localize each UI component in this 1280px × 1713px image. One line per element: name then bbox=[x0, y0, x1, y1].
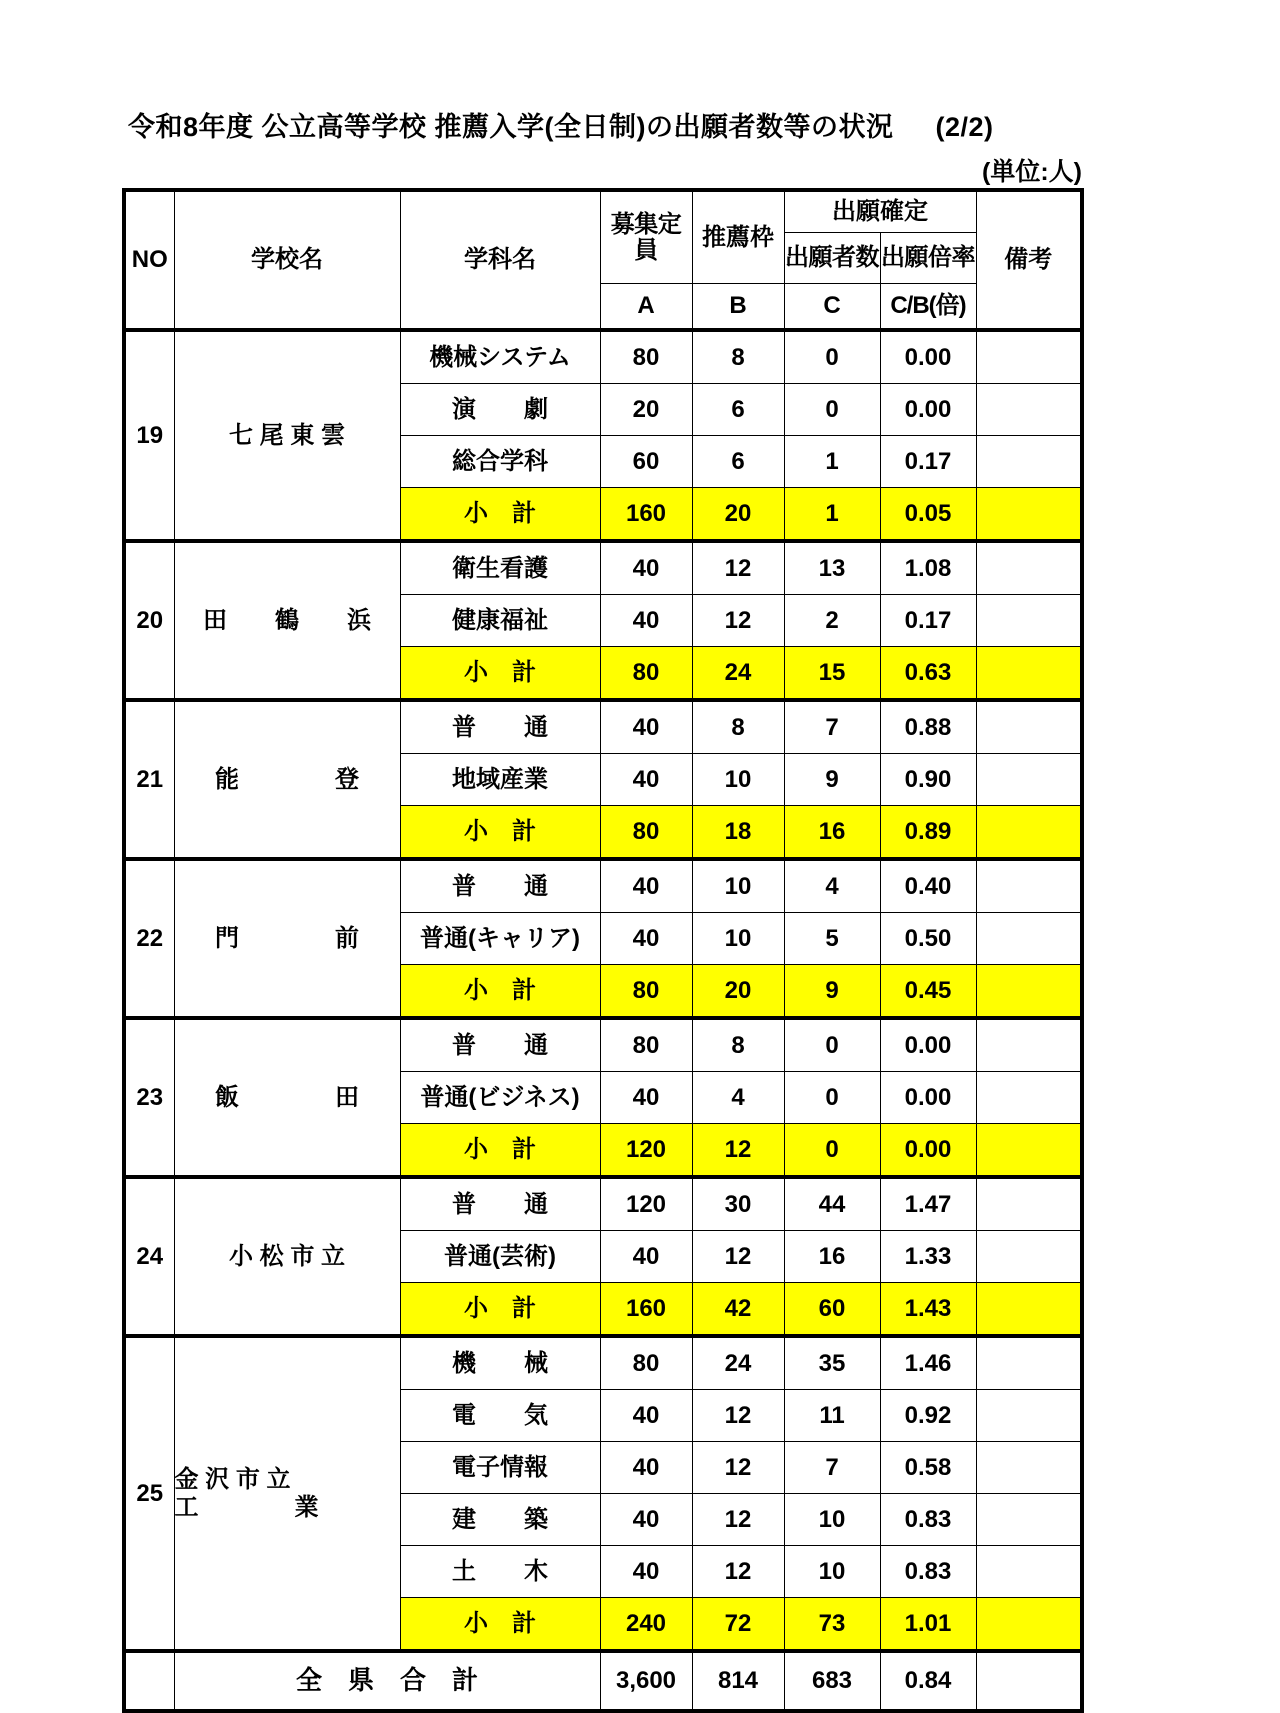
subtotal-applicants: 60 bbox=[784, 1283, 880, 1337]
department-name: 普通(キャリア) bbox=[400, 913, 600, 965]
recommend-slots-value: 8 bbox=[692, 700, 784, 754]
department-name: 総合学科 bbox=[400, 436, 600, 488]
remarks-cell bbox=[976, 436, 1082, 488]
department-name: 電 気 bbox=[400, 1390, 600, 1442]
ratio-value: 0.00 bbox=[880, 1072, 976, 1124]
capacity-value: 40 bbox=[600, 541, 692, 595]
department-name: 普 通 bbox=[400, 859, 600, 913]
recommend-slots-value: 12 bbox=[692, 1546, 784, 1598]
school-name-20: 田 鶴 浜 bbox=[174, 541, 400, 700]
subtotal-label: 小 計 bbox=[400, 1283, 600, 1337]
table-row bbox=[124, 1018, 1082, 1072]
subtotal-recommend-slots: 12 bbox=[692, 1124, 784, 1178]
recommend-slots-value: 10 bbox=[692, 913, 784, 965]
capacity-value: 80 bbox=[600, 1018, 692, 1072]
row-no-22: 22 bbox=[124, 859, 174, 1018]
department-name: 普 通 bbox=[400, 1177, 600, 1231]
header-ratio: 出願倍率 bbox=[880, 233, 976, 284]
department-name: 普 通 bbox=[400, 1018, 600, 1072]
capacity-value: 40 bbox=[600, 700, 692, 754]
recommend-slots-value: 12 bbox=[692, 541, 784, 595]
ratio-value: 0.00 bbox=[880, 384, 976, 436]
capacity-value: 40 bbox=[600, 595, 692, 647]
subtotal-applicants: 16 bbox=[784, 806, 880, 860]
subtotal-label: 小 計 bbox=[400, 647, 600, 701]
subtotal-label: 小 計 bbox=[400, 1124, 600, 1178]
subtotal-capacity: 120 bbox=[600, 1124, 692, 1178]
row-no-23: 23 bbox=[124, 1018, 174, 1177]
subtotal-applicants: 15 bbox=[784, 647, 880, 701]
subtotal-ratio: 0.63 bbox=[880, 647, 976, 701]
recommend-slots-value: 10 bbox=[692, 754, 784, 806]
ratio-value: 1.08 bbox=[880, 541, 976, 595]
ratio-value: 0.50 bbox=[880, 913, 976, 965]
subtotal-ratio: 0.45 bbox=[880, 965, 976, 1019]
table-row bbox=[124, 1336, 1082, 1390]
page-title bbox=[128, 105, 994, 144]
subtotal-ratio: 0.89 bbox=[880, 806, 976, 860]
header-recommend-slots bbox=[692, 190, 784, 284]
subtotal-remarks bbox=[976, 1598, 1082, 1652]
school-name-19: 七 尾 東 雲 bbox=[174, 330, 400, 541]
subtotal-capacity: 160 bbox=[600, 1283, 692, 1337]
capacity-value: 40 bbox=[600, 1546, 692, 1598]
capacity-value: 40 bbox=[600, 1390, 692, 1442]
subtotal-applicants: 0 bbox=[784, 1124, 880, 1178]
remarks-cell bbox=[976, 1494, 1082, 1546]
subtotal-applicants: 9 bbox=[784, 965, 880, 1019]
subtotal-capacity: 80 bbox=[600, 647, 692, 701]
header-no: NO bbox=[124, 190, 174, 330]
grand-total-applicants: 683 bbox=[784, 1651, 880, 1711]
subtotal-capacity: 160 bbox=[600, 488, 692, 542]
grand-total-ratio: 0.84 bbox=[880, 1651, 976, 1711]
recommend-slots-value: 12 bbox=[692, 1231, 784, 1283]
recommend-slots-value: 30 bbox=[692, 1177, 784, 1231]
subtotal-label: 小 計 bbox=[400, 965, 600, 1019]
subtotal-remarks bbox=[976, 806, 1082, 860]
department-name: 土 木 bbox=[400, 1546, 600, 1598]
applicants-value: 10 bbox=[784, 1546, 880, 1598]
grand-total-no bbox=[124, 1651, 174, 1711]
ratio-value: 1.33 bbox=[880, 1231, 976, 1283]
header-group-applied: 出願確定 bbox=[784, 190, 976, 233]
applicants-value: 0 bbox=[784, 384, 880, 436]
subtotal-recommend-slots: 20 bbox=[692, 488, 784, 542]
table-row bbox=[124, 541, 1082, 595]
row-no-20: 20 bbox=[124, 541, 174, 700]
applicants-value: 0 bbox=[784, 1018, 880, 1072]
ratio-value: 0.17 bbox=[880, 595, 976, 647]
grand-total-capacity: 3,600 bbox=[600, 1651, 692, 1711]
applicants-value: 44 bbox=[784, 1177, 880, 1231]
recommend-slots-value: 6 bbox=[692, 436, 784, 488]
applicants-value: 7 bbox=[784, 1442, 880, 1494]
remarks-cell bbox=[976, 595, 1082, 647]
applicants-value: 13 bbox=[784, 541, 880, 595]
recommend-slots-value: 4 bbox=[692, 1072, 784, 1124]
ratio-value: 0.88 bbox=[880, 700, 976, 754]
applicants-value: 10 bbox=[784, 1494, 880, 1546]
header-code-c: C bbox=[784, 284, 880, 331]
header-department-name: 学科名 bbox=[400, 190, 600, 330]
grand-total-label: 全 県 合 計 bbox=[174, 1651, 600, 1711]
department-name: 普通(芸術) bbox=[400, 1231, 600, 1283]
applicants-value: 4 bbox=[784, 859, 880, 913]
department-name: 健康福祉 bbox=[400, 595, 600, 647]
ratio-value: 0.17 bbox=[880, 436, 976, 488]
recommend-slots-value: 8 bbox=[692, 1018, 784, 1072]
recommend-slots-value: 12 bbox=[692, 595, 784, 647]
grand-total-recommend-slots: 814 bbox=[692, 1651, 784, 1711]
ratio-value: 0.40 bbox=[880, 859, 976, 913]
capacity-value: 40 bbox=[600, 1231, 692, 1283]
capacity-value: 60 bbox=[600, 436, 692, 488]
recommend-slots-value: 8 bbox=[692, 330, 784, 384]
ratio-value: 1.47 bbox=[880, 1177, 976, 1231]
ratio-value: 0.92 bbox=[880, 1390, 976, 1442]
remarks-cell bbox=[976, 754, 1082, 806]
subtotal-recommend-slots: 72 bbox=[692, 1598, 784, 1652]
school-name-line-2: 工 業 bbox=[174, 1493, 319, 1521]
department-name: 普通(ビジネス) bbox=[400, 1072, 600, 1124]
applicants-value: 0 bbox=[784, 1072, 880, 1124]
school-name-lines bbox=[175, 1467, 400, 1519]
header-code-a: A bbox=[600, 284, 692, 331]
subtotal-capacity: 80 bbox=[600, 965, 692, 1019]
subtotal-label: 小 計 bbox=[400, 488, 600, 542]
subtotal-recommend-slots: 42 bbox=[692, 1283, 784, 1337]
school-name-line-1: 金 沢 市 立 bbox=[174, 1466, 291, 1494]
recommend-slots-value: 12 bbox=[692, 1390, 784, 1442]
subtotal-applicants: 1 bbox=[784, 488, 880, 542]
table-row bbox=[124, 330, 1082, 384]
subtotal-capacity: 240 bbox=[600, 1598, 692, 1652]
applicants-value: 7 bbox=[784, 700, 880, 754]
applicants-value: 11 bbox=[784, 1390, 880, 1442]
grand-total-row bbox=[124, 1651, 1082, 1711]
table-row bbox=[124, 1177, 1082, 1231]
school-name-25 bbox=[174, 1336, 400, 1651]
recommend-slots-value: 12 bbox=[692, 1442, 784, 1494]
remarks-cell bbox=[976, 1442, 1082, 1494]
subtotal-ratio: 0.00 bbox=[880, 1124, 976, 1178]
school-name-21: 能 登 bbox=[174, 700, 400, 859]
header-recommend-label: 推薦枠 bbox=[702, 223, 774, 251]
capacity-value: 40 bbox=[600, 754, 692, 806]
row-no-25: 25 bbox=[124, 1336, 174, 1651]
row-no-24: 24 bbox=[124, 1177, 174, 1336]
header-applicants: 出願者数 bbox=[784, 233, 880, 284]
capacity-value: 40 bbox=[600, 1494, 692, 1546]
remarks-cell bbox=[976, 1177, 1082, 1231]
page-number-label: (2/2) bbox=[935, 112, 994, 142]
header-code-ratio: C/B(倍) bbox=[880, 284, 976, 331]
subtotal-capacity: 80 bbox=[600, 806, 692, 860]
header-remarks: 備考 bbox=[976, 190, 1082, 330]
applicants-value: 9 bbox=[784, 754, 880, 806]
department-name: 機 械 bbox=[400, 1336, 600, 1390]
capacity-value: 40 bbox=[600, 913, 692, 965]
subtotal-applicants: 73 bbox=[784, 1598, 880, 1652]
subtotal-recommend-slots: 24 bbox=[692, 647, 784, 701]
ratio-value: 1.46 bbox=[880, 1336, 976, 1390]
subtotal-label: 小 計 bbox=[400, 1598, 600, 1652]
remarks-cell bbox=[976, 913, 1082, 965]
row-no-19: 19 bbox=[124, 330, 174, 541]
recommend-slots-value: 24 bbox=[692, 1336, 784, 1390]
remarks-cell bbox=[976, 700, 1082, 754]
applicants-table bbox=[122, 188, 1084, 1713]
applicants-value: 0 bbox=[784, 330, 880, 384]
remarks-cell bbox=[976, 1231, 1082, 1283]
table-row bbox=[124, 700, 1082, 754]
table-row bbox=[124, 859, 1082, 913]
capacity-value: 20 bbox=[600, 384, 692, 436]
table-header-row-1 bbox=[124, 190, 1082, 233]
applicants-value: 5 bbox=[784, 913, 880, 965]
subtotal-recommend-slots: 18 bbox=[692, 806, 784, 860]
subtotal-remarks bbox=[976, 1283, 1082, 1337]
header-capacity bbox=[600, 190, 692, 284]
subtotal-remarks bbox=[976, 1124, 1082, 1178]
page-title-text: 令和8年度 公立高等学校 推薦入学(全日制)の出願者数等の状況 bbox=[128, 112, 894, 142]
table-body bbox=[124, 190, 1082, 1711]
department-name: 建 築 bbox=[400, 1494, 600, 1546]
ratio-value: 0.83 bbox=[880, 1494, 976, 1546]
capacity-value: 40 bbox=[600, 1072, 692, 1124]
remarks-cell bbox=[976, 1546, 1082, 1598]
ratio-value: 0.83 bbox=[880, 1546, 976, 1598]
remarks-cell bbox=[976, 330, 1082, 384]
ratio-value: 0.58 bbox=[880, 1442, 976, 1494]
header-capacity-label: 募集定員 bbox=[610, 211, 682, 264]
subtotal-label: 小 計 bbox=[400, 806, 600, 860]
capacity-value: 80 bbox=[600, 1336, 692, 1390]
subtotal-recommend-slots: 20 bbox=[692, 965, 784, 1019]
subtotal-ratio: 0.05 bbox=[880, 488, 976, 542]
applicants-value: 1 bbox=[784, 436, 880, 488]
capacity-value: 40 bbox=[600, 1442, 692, 1494]
recommend-slots-value: 6 bbox=[692, 384, 784, 436]
department-name: 電子情報 bbox=[400, 1442, 600, 1494]
remarks-cell bbox=[976, 859, 1082, 913]
grand-total-remarks bbox=[976, 1651, 1082, 1711]
capacity-value: 40 bbox=[600, 859, 692, 913]
header-school-name: 学校名 bbox=[174, 190, 400, 330]
ratio-value: 0.90 bbox=[880, 754, 976, 806]
remarks-cell bbox=[976, 384, 1082, 436]
subtotal-remarks bbox=[976, 965, 1082, 1019]
department-name: 地域産業 bbox=[400, 754, 600, 806]
school-name-23: 飯 田 bbox=[174, 1018, 400, 1177]
recommend-slots-value: 10 bbox=[692, 859, 784, 913]
unit-note: (単位:人) bbox=[982, 158, 1082, 186]
header-code-b: B bbox=[692, 284, 784, 331]
applicants-value: 35 bbox=[784, 1336, 880, 1390]
applicants-value: 2 bbox=[784, 595, 880, 647]
department-name: 演 劇 bbox=[400, 384, 600, 436]
subtotal-ratio: 1.43 bbox=[880, 1283, 976, 1337]
department-name: 衛生看護 bbox=[400, 541, 600, 595]
applicants-value: 16 bbox=[784, 1231, 880, 1283]
school-name-24: 小 松 市 立 bbox=[174, 1177, 400, 1336]
recommend-slots-value: 12 bbox=[692, 1494, 784, 1546]
capacity-value: 80 bbox=[600, 330, 692, 384]
subtotal-ratio: 1.01 bbox=[880, 1598, 976, 1652]
subtotal-remarks bbox=[976, 488, 1082, 542]
remarks-cell bbox=[976, 1018, 1082, 1072]
remarks-cell bbox=[976, 1072, 1082, 1124]
remarks-cell bbox=[976, 1390, 1082, 1442]
row-no-21: 21 bbox=[124, 700, 174, 859]
school-name-22: 門 前 bbox=[174, 859, 400, 1018]
remarks-cell bbox=[976, 1336, 1082, 1390]
remarks-cell bbox=[976, 541, 1082, 595]
department-name: 機械システム bbox=[400, 330, 600, 384]
department-name: 普 通 bbox=[400, 700, 600, 754]
ratio-value: 0.00 bbox=[880, 330, 976, 384]
subtotal-remarks bbox=[976, 647, 1082, 701]
capacity-value: 120 bbox=[600, 1177, 692, 1231]
ratio-value: 0.00 bbox=[880, 1018, 976, 1072]
